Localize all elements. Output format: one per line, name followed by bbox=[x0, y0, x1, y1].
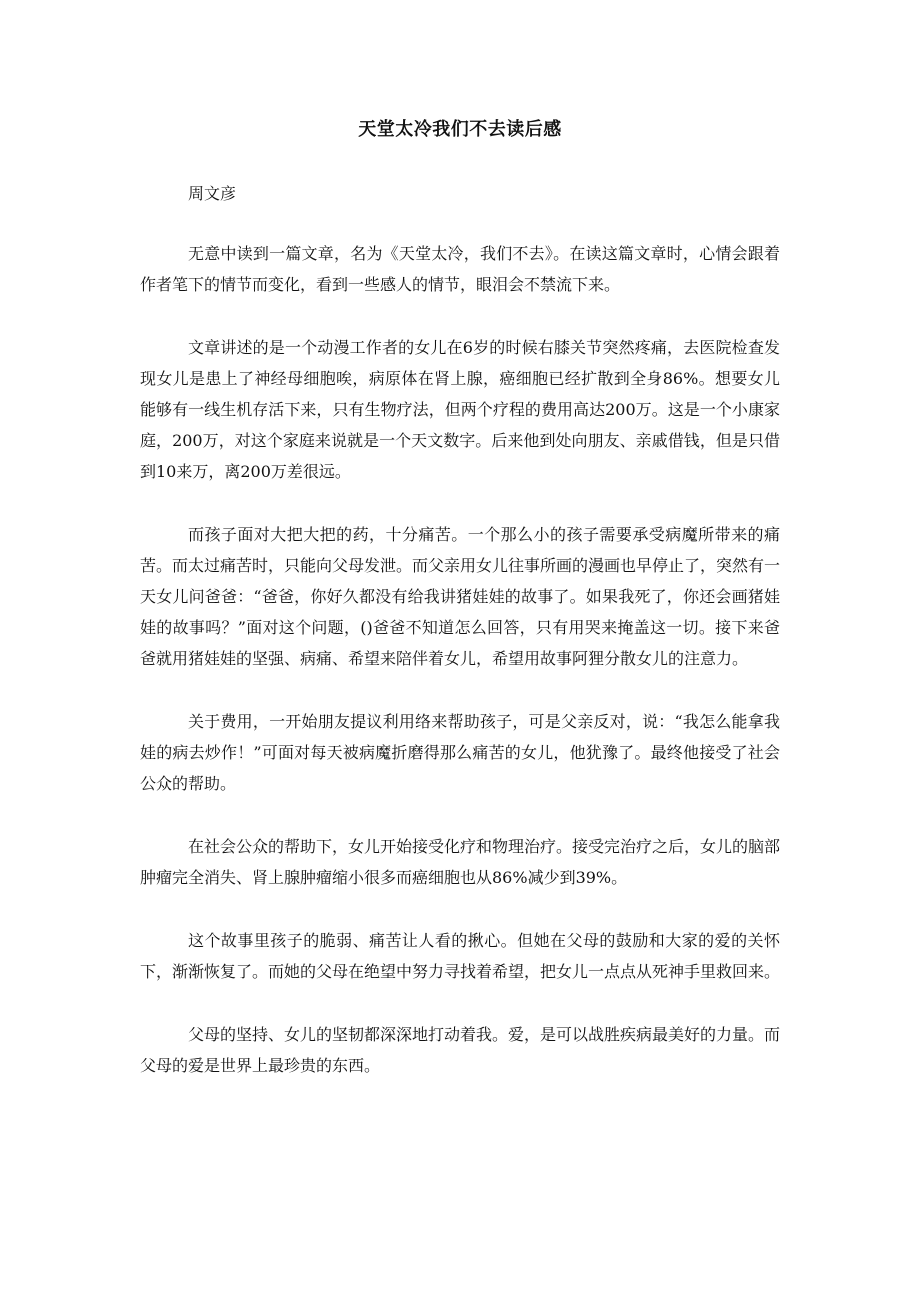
paragraph-suffering: 而孩子面对大把大把的药，十分痛苦。一个那么小的孩子需要承受病魔所带来的痛苦。而太过痛苦时，只能向父母发泄。而父亲用女儿往事所画的漫画也早停止了，突然有一天女儿问爸爸：“爸爸，你好久都没有给我讲猪娃娃的故事了。如果我死了，你还会画猪娃娃的故事吗？”面对这个问题，()爸爸不知道怎么回答，只有用哭来掩盖这一切。接下来爸爸就用猪娃娃的坚强、病痛、希望来陪伴着女儿，希望用故事阿狸分散女儿的注意力。 bbox=[140, 525, 781, 668]
paragraph-conclusion: 父母的坚持、女儿的坚韧都深深地打动着我。爱，是可以战胜疾病最美好的力量。而父母的爱是世界上最珍贵的东西。 bbox=[140, 1025, 781, 1075]
paragraph-recovery: 这个故事里孩子的脆弱、痛苦让人看的揪心。但她在父母的鼓励和大家的爱的关怀下，渐渐恢复了。而她的父母在绝望中努力寻找着希望，把女儿一点点从死神手里救回来。 bbox=[140, 931, 781, 981]
document-title: 天堂太冷我们不去读后感 bbox=[358, 119, 562, 140]
paragraph-funding: 关于费用，一开始朋友提议利用络来帮助孩子，可是父亲反对，说：“我怎么能拿我娃的病去炒作！”可面对每天被病魔折磨得那么痛苦的女儿，他犹豫了。最终他接受了社会公众的帮助。 bbox=[140, 712, 780, 793]
paragraph-intro: 无意中读到一篇文章，名为《天堂太冷，我们不去》。在读这篇文章时，心情会跟着作者笔下的情节而变化，看到一些感人的情节，眼泪会不禁流下来。 bbox=[140, 244, 780, 294]
document-body bbox=[140, 238, 780, 1113]
paragraph-treatment: 在社会公众的帮助下，女儿开始接受化疗和物理治疗。接受完治疗之后，女儿的脑部肿瘤完全消失、肾上腺肿瘤缩小很多而癌细胞也从86%减少到39%。 bbox=[140, 837, 781, 887]
author-name: 周文彦 bbox=[188, 184, 237, 203]
paragraph-story: 文章讲述的是一个动漫工作者的女儿在6岁的时候右膝关节突然疼痛，去医院检查发现女儿是患上了神经母细胞唉，病原体在肾上腺，癌细胞已经扩散到全身86%。想要女儿能够有一线生机存活下来，只有生物疗法，但两个疗程的费用高达200万。这是一个小康家庭，200万，对这个家庭来说就是一个天文数字。后来他到处向朋友、亲戚借钱，但是只借到10来万，离200万差很远。 bbox=[140, 338, 780, 481]
